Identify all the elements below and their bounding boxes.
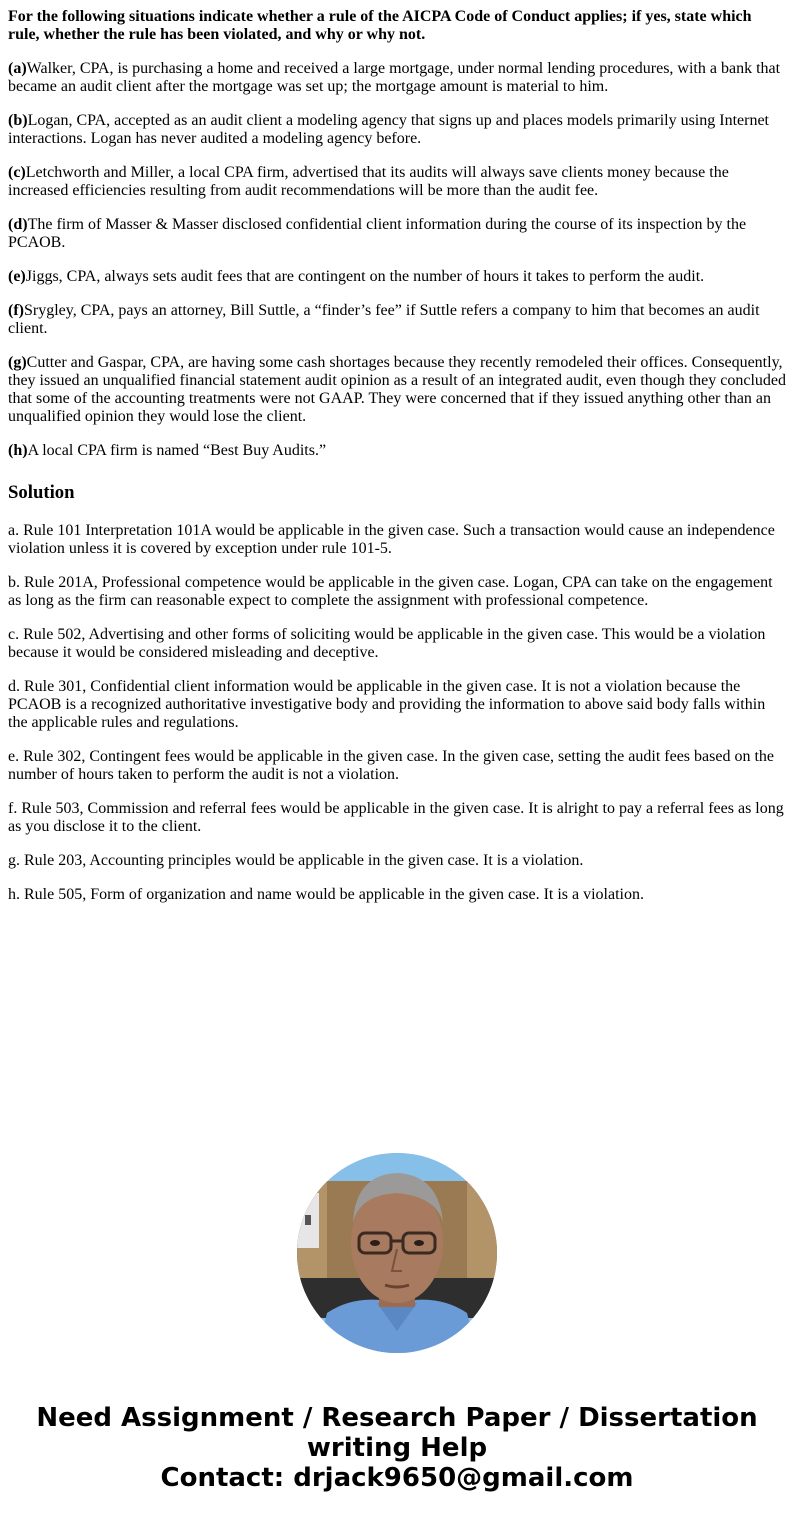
question-item-e [8,268,786,286]
question-text: Logan, CPA, accepted as an audit client a modeling agency that signs up and places models primarily using Internet interactions. Logan has never audited a modeling agency before. [8,112,769,147]
question-text: Cutter and Gaspar, CPA, are having some cash shortages because they recently remodeled their offices. Consequently, they issued an unqualified financial statement audit opinion as a result of an integrated audit, even though they concluded that some of the accounting treatments were not GAAP. They were concerned that if they issued anything other than an unqualified opinion they would lose the client. [8,354,786,425]
contact-footer [0,1403,794,1493]
question-label: (d) [8,216,28,233]
question-item-f [8,302,786,338]
question-label: (g) [8,354,27,371]
answer-f: f. Rule 503, Commission and referral fees would be applicable in the given case. It is alright to pay a referral fees as long as you disclose it to the client. [8,800,784,835]
answer-d: d. Rule 301, Confidential client information would be applicable in the given case. It is not a violation because the PCAOB is a recognized authoritative investigative body and providing the information to above said body falls within the applicable rules and regulations. [8,678,766,731]
question-intro: For the following situations indicate whether a rule of the AICPA Code of Conduct applies; if yes, state which rule, whether the rule has been violated, and why or why not. [8,8,752,43]
answer-h: h. Rule 505, Form of organization and name would be applicable in the given case. It is a violation. [8,886,644,903]
question-item-b [8,112,786,148]
answer-c: c. Rule 502, Advertising and other forms of soliciting would be applicable in the given case. This would be a violation because it would be considered misleading and deceptive. [8,626,766,661]
question-label: (f) [8,302,24,319]
question-item-a [8,60,786,96]
footer-line-2: writing Help [306,1433,488,1463]
question-item-h [8,442,786,460]
question-label: (h) [8,442,28,459]
question-item-g [8,354,786,426]
question-label: (c) [8,164,26,181]
answer-e: e. Rule 302, Contingent fees would be applicable in the given case. In the given case, setting the audit fees based on the number of hours taken to perform the audit is not a violation. [8,748,774,783]
document-body [8,8,786,920]
answer-a: a. Rule 101 Interpretation 101A would be applicable in the given case. Such a transaction would cause an independence violation unless it is covered by exception under rule 101-5. [8,522,775,557]
question-label: (e) [8,268,26,285]
question-item-c [8,164,786,200]
question-text: Jiggs, CPA, always sets audit fees that are contingent on the number of hours it takes to perform the audit. [25,268,705,285]
solution-heading: Solution [8,482,75,503]
footer-line-1: Need Assignment / Research Paper / Dissertation [36,1403,758,1433]
question-item-d [8,216,786,252]
answer-g: g. Rule 203, Accounting principles would be applicable in the given case. It is a violation. [8,852,584,869]
author-photo [297,1153,497,1353]
person-portrait-icon [297,1153,497,1353]
question-text: The firm of Masser & Masser disclosed confidential client information during the course of its inspection by the PCAOB. [8,216,747,251]
question-text: Letchworth and Miller, a local CPA firm, advertised that its audits will always save clients money because the increased efficiencies resulting from audit recommendations will be more than the audit fee. [8,164,729,199]
footer-contact-email: Contact: drjack9650@gmail.com [160,1463,634,1493]
question-label: (b) [8,112,28,129]
question-text: Srygley, CPA, pays an attorney, Bill Suttle, a “finder’s fee” if Suttle refers a company to him that becomes an audit client. [8,302,760,337]
question-text: Walker, CPA, is purchasing a home and received a large mortgage, under normal lending procedures, with a bank that became an audit client after the mortgage was set up; the mortgage amount is material to him. [8,60,781,95]
question-label: (a) [8,60,27,77]
question-text: A local CPA firm is named “Best Buy Audits.” [27,442,327,459]
answer-b: b. Rule 201A, Professional competence would be applicable in the given case. Logan, CPA can take on the engagement as long as the firm can reasonable expect to complete the assignment with professional competence. [8,574,773,609]
